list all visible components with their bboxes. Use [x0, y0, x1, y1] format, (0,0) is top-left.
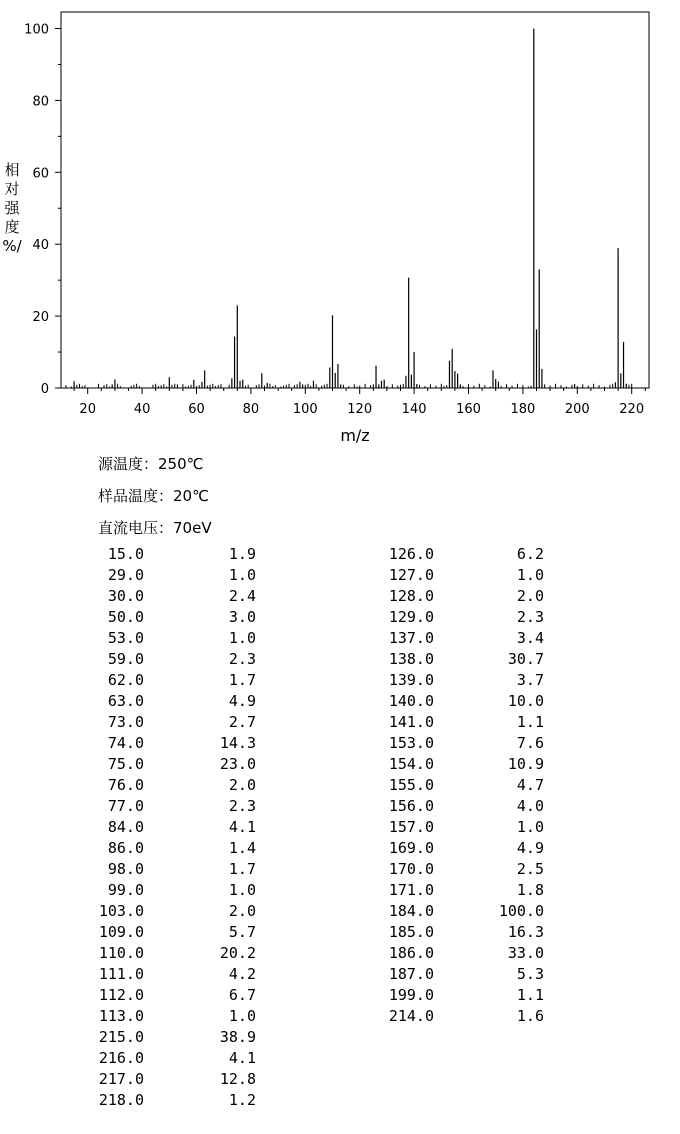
abundance-value: 20.2 [219, 944, 256, 962]
abundance-value: 1.0 [228, 1007, 256, 1025]
abundance-value: 1.0 [516, 566, 544, 584]
abundance-value: 30.7 [507, 650, 544, 668]
mz-value: 154.0 [388, 755, 434, 773]
y-tick-label: 60 [32, 166, 49, 182]
mz-value: 216.0 [98, 1049, 144, 1067]
x-tick-label: 100 [292, 402, 318, 417]
mz-value: 155.0 [388, 776, 434, 794]
abundance-value: 4.9 [516, 839, 544, 857]
abundance-value: 7.6 [516, 734, 544, 752]
table-row [374, 607, 544, 628]
table-row [86, 712, 256, 733]
x-tick-label: 40 [133, 402, 151, 417]
y-tick-label: 40 [32, 238, 49, 254]
table-row [86, 775, 256, 796]
mz-value: 53.0 [107, 629, 144, 647]
abundance-value: 2.4 [228, 587, 256, 605]
table-row [374, 565, 544, 586]
table-row [86, 1006, 256, 1027]
abundance-value: 1.2 [228, 1091, 256, 1109]
table-row [86, 859, 256, 880]
abundance-value: 33.0 [507, 944, 544, 962]
table-row [374, 838, 544, 859]
table-row [86, 544, 256, 565]
table-row [86, 964, 256, 985]
y-tick-label: 0 [40, 382, 49, 397]
table-row [374, 754, 544, 775]
minor-peaks [66, 384, 632, 388]
mz-value: 29.0 [107, 566, 144, 584]
table-row [86, 817, 256, 838]
mz-value: 215.0 [98, 1028, 144, 1046]
x-axis [74, 388, 645, 417]
mz-value: 84.0 [107, 818, 144, 836]
mz-value: 62.0 [107, 671, 144, 689]
table-row [86, 691, 256, 712]
mz-value: 199.0 [388, 986, 434, 1004]
mz-value: 214.0 [388, 1007, 434, 1025]
mz-value: 103.0 [98, 902, 144, 920]
source-temperature: 源温度：250℃ [98, 455, 204, 473]
mz-value: 75.0 [107, 755, 144, 773]
mz-value: 111.0 [98, 965, 144, 983]
table-row [374, 922, 544, 943]
x-tick-label: 220 [619, 402, 645, 417]
abundance-value: 3.7 [516, 671, 544, 689]
y-axis [24, 23, 61, 398]
abundance-value: 6.7 [228, 986, 256, 1004]
abundance-value: 2.7 [228, 713, 256, 731]
sample-temperature: 样品温度：20℃ [98, 487, 209, 505]
dc-voltage: 直流电压：70eV [98, 519, 212, 537]
abundance-value: 16.3 [507, 923, 544, 941]
table-row [86, 796, 256, 817]
table-row [374, 859, 544, 880]
mz-value: 15.0 [107, 545, 144, 563]
table-row [86, 1090, 256, 1111]
abundance-value: 10.9 [507, 755, 544, 773]
table-row [374, 1006, 544, 1027]
table-row [374, 733, 544, 754]
plot-frame [61, 12, 649, 388]
mz-value: 138.0 [388, 650, 434, 668]
abundance-value: 100.0 [498, 902, 544, 920]
abundance-value: 1.1 [516, 986, 544, 1004]
y-axis-title-char: 度 [4, 218, 20, 236]
abundance-value: 5.7 [228, 923, 256, 941]
mz-value: 74.0 [107, 734, 144, 752]
abundance-value: 10.0 [507, 692, 544, 710]
mz-value: 77.0 [107, 797, 144, 815]
mz-value: 217.0 [98, 1070, 144, 1088]
table-row [86, 649, 256, 670]
y-axis-title [2, 161, 22, 255]
abundance-value: 2.0 [228, 902, 256, 920]
table-row [374, 628, 544, 649]
abundance-value: 4.0 [516, 797, 544, 815]
y-axis-title-char: 强 [4, 199, 20, 217]
table-row [374, 985, 544, 1006]
mz-value: 109.0 [98, 923, 144, 941]
table-row [86, 607, 256, 628]
mz-value: 76.0 [107, 776, 144, 794]
y-axis-title-char: %/ [2, 237, 22, 255]
x-tick-label: 180 [510, 402, 536, 417]
y-tick-label: 20 [32, 310, 49, 326]
peak-table-left [86, 544, 256, 1111]
mass-spectrum-chart [0, 0, 680, 450]
table-row [86, 670, 256, 691]
table-row [374, 817, 544, 838]
abundance-value: 1.7 [228, 860, 256, 878]
abundance-value: 6.2 [516, 545, 544, 563]
mz-value: 63.0 [107, 692, 144, 710]
abundance-value: 4.1 [228, 1049, 256, 1067]
table-row [86, 586, 256, 607]
mz-value: 73.0 [107, 713, 144, 731]
table-row [86, 1027, 256, 1048]
table-row [86, 628, 256, 649]
table-row [374, 901, 544, 922]
abundance-value: 4.2 [228, 965, 256, 983]
x-tick-label: 160 [456, 402, 481, 417]
table-row [374, 586, 544, 607]
table-row [86, 733, 256, 754]
abundance-value: 2.0 [228, 776, 256, 794]
abundance-value: 1.7 [228, 671, 256, 689]
abundance-value: 1.9 [228, 545, 256, 563]
table-row [374, 964, 544, 985]
table-row [86, 943, 256, 964]
table-row [86, 985, 256, 1006]
table-row [374, 691, 544, 712]
mz-value: 110.0 [98, 944, 144, 962]
abundance-value: 1.0 [228, 566, 256, 584]
peaks [74, 29, 626, 389]
mz-value: 99.0 [107, 881, 144, 899]
table-row [86, 565, 256, 586]
mz-value: 137.0 [388, 629, 434, 647]
mz-value: 186.0 [388, 944, 434, 962]
abundance-value: 1.0 [228, 881, 256, 899]
abundance-value: 1.0 [516, 818, 544, 836]
abundance-value: 1.1 [516, 713, 544, 731]
mz-value: 141.0 [388, 713, 434, 731]
abundance-value: 38.9 [219, 1028, 256, 1046]
peak-table-right [374, 544, 544, 1027]
y-tick-label: 80 [32, 94, 49, 110]
mz-value: 185.0 [388, 923, 434, 941]
mz-value: 187.0 [388, 965, 434, 983]
mz-value: 139.0 [388, 671, 434, 689]
x-tick-label: 80 [242, 402, 260, 417]
x-tick-label: 200 [564, 402, 590, 417]
mz-value: 157.0 [388, 818, 434, 836]
mz-value: 30.0 [107, 587, 144, 605]
y-axis-title-char: 相 [4, 161, 20, 179]
mz-value: 127.0 [388, 566, 434, 584]
mz-value: 128.0 [388, 587, 434, 605]
mz-value: 129.0 [388, 608, 434, 626]
abundance-value: 2.3 [228, 797, 256, 815]
mz-value: 98.0 [107, 860, 144, 878]
x-axis-title: m/z [340, 426, 370, 445]
abundance-value: 2.0 [516, 587, 544, 605]
x-tick-label: 60 [188, 402, 205, 417]
mz-value: 50.0 [107, 608, 144, 626]
table-row [374, 544, 544, 565]
abundance-value: 14.3 [219, 734, 256, 752]
abundance-value: 2.5 [516, 860, 544, 878]
table-row [86, 1069, 256, 1090]
mz-value: 218.0 [98, 1091, 144, 1109]
abundance-value: 12.8 [219, 1070, 256, 1088]
mz-value: 113.0 [98, 1007, 144, 1025]
abundance-value: 1.4 [228, 839, 256, 857]
table-row [374, 649, 544, 670]
abundance-value: 3.0 [228, 608, 256, 626]
table-row [374, 943, 544, 964]
abundance-value: 4.1 [228, 818, 256, 836]
mz-value: 171.0 [388, 881, 434, 899]
mz-value: 59.0 [107, 650, 144, 668]
x-tick-label: 120 [347, 402, 373, 417]
mz-value: 184.0 [388, 902, 434, 920]
table-row [86, 838, 256, 859]
table-row [86, 922, 256, 943]
abundance-value: 5.3 [516, 965, 544, 983]
table-row [86, 754, 256, 775]
abundance-value: 1.8 [516, 881, 544, 899]
mz-value: 170.0 [388, 860, 434, 878]
abundance-value: 2.3 [516, 608, 544, 626]
mz-value: 153.0 [388, 734, 434, 752]
x-tick-label: 140 [401, 402, 427, 417]
abundance-value: 2.3 [228, 650, 256, 668]
mz-value: 86.0 [107, 839, 144, 857]
abundance-value: 4.9 [228, 692, 256, 710]
abundance-value: 4.7 [516, 776, 544, 794]
mz-value: 140.0 [388, 692, 434, 710]
mz-value: 169.0 [388, 839, 434, 857]
table-row [86, 880, 256, 901]
table-row [86, 901, 256, 922]
table-row [374, 796, 544, 817]
x-tick-label: 20 [79, 402, 96, 417]
table-row [374, 670, 544, 691]
mz-value: 112.0 [98, 986, 144, 1004]
y-axis-title-char: 对 [4, 180, 20, 198]
mz-value: 126.0 [388, 545, 434, 563]
table-row [374, 880, 544, 901]
table-row [374, 775, 544, 796]
mz-value: 156.0 [388, 797, 434, 815]
table-row [86, 1048, 256, 1069]
abundance-value: 3.4 [516, 629, 544, 647]
abundance-value: 1.0 [228, 629, 256, 647]
table-row [374, 712, 544, 733]
y-tick-label: 100 [24, 22, 49, 38]
abundance-value: 23.0 [219, 755, 256, 773]
abundance-value: 1.6 [516, 1007, 544, 1025]
